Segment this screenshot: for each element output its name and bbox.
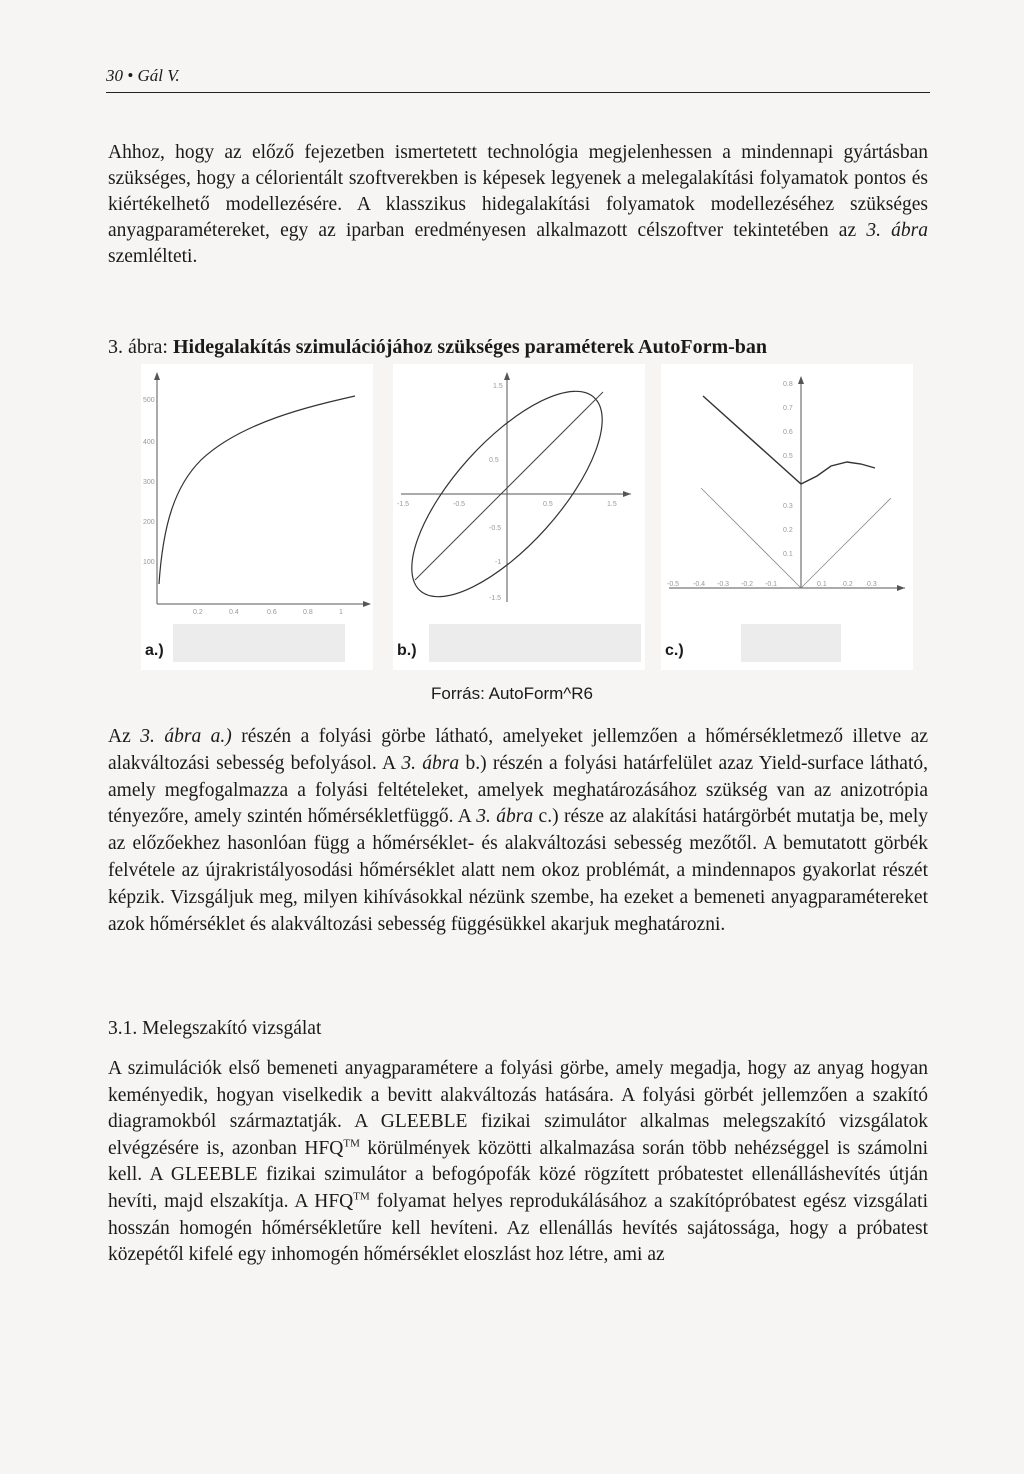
panel-a-ytick: 500 [143, 397, 155, 404]
panel-b-tick: -0.5 [453, 501, 466, 508]
panel-b-tick: 1.5 [493, 383, 503, 390]
panel-b-tick: 0.5 [489, 457, 499, 464]
figure-caption-prefix: 3. ábra: [108, 336, 173, 358]
panel-a-ytick: 200 [143, 519, 155, 526]
panel-c-ytick: 0.8 [783, 381, 793, 388]
panel-b-yield-surface [393, 364, 645, 670]
p2-ref-3: 3. ábra [476, 806, 534, 828]
panel-b-diagonal [415, 392, 603, 580]
panel-c-guide-right [801, 498, 891, 588]
p1-text-b: szemlélteti. [108, 246, 198, 267]
p3-text-1: A szimulációk első bemeneti anyagparamétere a folyási görbe, amely megadja, hogy az anyag hogyan keményedik, hogyan viselkedik a bevitt alakváltozás hatására. A folyási görbét jellemzően a szakító diagramokból származtatják. A GLEEBLE fizikai szimulátor alkalmas melegszakító vizsgálatok elvégzésére is, azonban HFQ [108, 1058, 928, 1159]
panel-c-xtick: -0.1 [765, 581, 778, 588]
panel-c-xtick: -0.4 [693, 581, 706, 588]
panel-a-xtick: 0.2 [193, 609, 203, 616]
p1-figure-ref: 3. ábra [866, 220, 928, 241]
figure-3 [141, 364, 913, 670]
panel-c-xtick: 0.1 [817, 581, 827, 588]
panel-c-ytick: 0.2 [783, 527, 793, 534]
panel-c-xtick: -0.3 [717, 581, 730, 588]
panel-c-ytick: 0.6 [783, 429, 793, 436]
p2-text-4: c.) része az alakítási határgörbét mutatja be, mely az előzőekhez hasonlóan függ a hőmérséklet- és alakváltozási sebesség mezőtől. A bemutatott görbék felvétele az újrakristályosodási hőmérséklet alatt nem okoz problémát, a mindennapos gyakorlat részét képzik. Vizsgáljuk meg, milyen kihívásokkal nézünk szembe, ha ezeket a bemeneti anyagparamétereket azok hőmérséklet és alakváltozási sebesség függésükkel akarjuk meghatározni. [108, 806, 929, 935]
panel-b-tick: -0.5 [489, 525, 502, 532]
panel-a-xtick: 0.4 [229, 609, 239, 616]
panel-c-xtick: -0.5 [667, 581, 680, 588]
panel-a-ytick: 100 [143, 559, 155, 566]
panel-a-info-box [173, 624, 345, 662]
panel-c-x-arrow [897, 585, 905, 591]
panel-c-xtick: 0.2 [843, 581, 853, 588]
panel-a-label: a.) [145, 642, 164, 659]
panel-b-tick: 0.5 [543, 501, 553, 508]
panel-a-x-arrow [363, 601, 371, 607]
panel-b-x-arrow [623, 491, 631, 497]
panel-b-y-arrow [504, 372, 510, 380]
p2-text-2: részén a folyási görbe látható, amelyeket jellemzően a hőmérsékletmező illetve az alakváltozási sebesség befolyásol. A [108, 726, 928, 774]
section-heading: 3.1. Melegszakító vizsgálat [108, 1018, 322, 1039]
running-head: 30 • Gál V. [106, 66, 180, 85]
panel-c-forming-limit [661, 364, 913, 670]
panel-b-tick: -1.5 [489, 595, 502, 602]
p1-text-a: Ahhoz, hogy az előző fejezetben ismertetett technológia megjelenhessen a mindennapi gyártásban szükséges, hogy a célorientált szoftverekben is képesek legyenek a melegalakítási folyamatok pontos és kiértékelhető modellezésére. A klasszikus hidegalakítási folyamatok modellezéséhez szükséges anyagparamétereket, egy az iparban eredményesen alkalmazott célszoftver tekintetében az [108, 142, 928, 241]
panel-b-yield-ellipse [393, 364, 633, 625]
panel-a-xtick: 1 [339, 609, 343, 616]
panel-a-ytick: 400 [143, 439, 155, 446]
p2-ref-1: 3. ábra a.) [140, 726, 232, 747]
p2-text-1: Az [108, 726, 141, 747]
panel-a-y-arrow [154, 372, 160, 380]
paragraph-figure-discussion [108, 724, 928, 938]
header-rule [106, 92, 930, 93]
panel-a-flow-curve [141, 364, 373, 670]
panel-b-info-box [429, 624, 641, 662]
panel-b-tick: 1.5 [607, 501, 617, 508]
panel-c-y-arrow [798, 376, 804, 384]
panel-c-info-box [741, 624, 841, 662]
panel-c-xtick: 0.3 [867, 581, 877, 588]
panel-c-ytick: 0.5 [783, 453, 793, 460]
panel-c-ytick: 0.7 [783, 405, 793, 412]
p2-text-3: b.) részén a folyási határfelület azaz Yield-surface látható, amely megfogalmazza a folyási feltételeket, amelyek meghatározásához szükség van az anizotrópia tényezőre, amely szintén hőmérsékletfüggő. A [108, 752, 928, 828]
p3-text-3: folyamat helyes reprodukálásához a szakítópróbatest egész vizsgálati hosszán homogén hőmérsékletűre kell hevíteni. Az ellenállás hevítés sajátossága, hogy a próbatest közepétől kifelé egy inhomogén hőmérséklet eloszlást hoz létre, ami az [108, 1190, 928, 1266]
paragraph-intro [108, 140, 928, 270]
figure-caption-title: Hidegalakítás szimulációjához szükséges paraméterek AutoForm-ban [172, 336, 768, 358]
figure-source: Forrás: AutoForm^R6 [431, 684, 593, 703]
figure-caption [108, 336, 928, 359]
panel-b-tick: -1.5 [397, 501, 410, 508]
panel-c-xtick: -0.2 [741, 581, 754, 588]
panel-a-xtick: 0.6 [267, 609, 277, 616]
panel-b-label: b.) [397, 642, 417, 659]
trademark-sup: TM [353, 1190, 370, 1203]
panel-a-xtick: 0.8 [303, 609, 313, 616]
panel-c-label: c.) [665, 642, 684, 659]
panel-a-ytick: 300 [143, 479, 155, 486]
panel-a-flow-curve-line [159, 396, 355, 584]
paragraph-hot-tensile [108, 1056, 928, 1269]
trademark-sup: TM [343, 1137, 360, 1150]
panel-b-tick: -1 [495, 559, 502, 566]
panel-c-ytick: 0.3 [783, 503, 793, 510]
p2-ref-2: 3. ábra [401, 752, 460, 774]
p3-text-2: körülmények közötti alkalmazása során több nehézséggel is számolni kell. A GLEEBLE fizikai szimulátor a befogópofák közé rögzített próbatestet ellenálláshevítés útján hevíti, majd elszakítja. A HFQ [108, 1137, 928, 1212]
panel-c-ytick: 0.1 [783, 551, 793, 558]
